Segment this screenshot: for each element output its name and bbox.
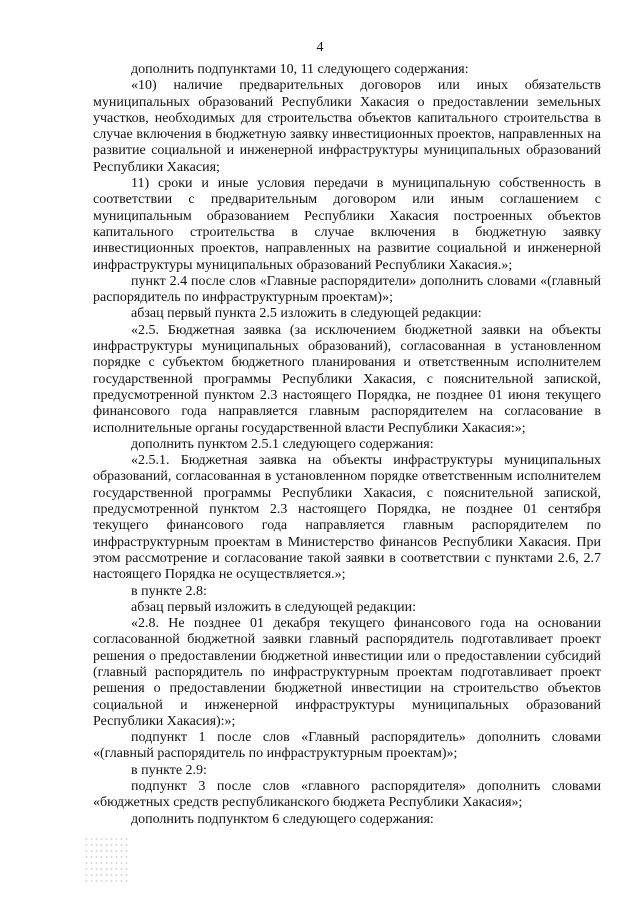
paragraph: дополнить пунктом 2.5.1 следующего содержания: <box>131 436 434 452</box>
paragraph: подпункт 3 после слов «главного распорядителя» дополнить словами «бюджетных средств республиканского бюджета Республики Хакасия»; <box>93 779 601 811</box>
scan-artifact <box>84 836 128 886</box>
page-number: 4 <box>316 40 324 55</box>
paragraph: «2.8. Не позднее 01 декабря текущего финансового года на основании согласованной бюджетной заявки главный распорядитель подготавливает проект решения о предоставлении бюджетной инвестиции или о предоставлении субсидий (главный распорядитель по инфраструктурным проектам подготавливает проект решения о предоставлении бюджетной инвестиции на строительство объектов социальной и инженерной инфраструктуры муниципальных образований Республики Хакасия):»; <box>93 616 601 729</box>
paragraph: «2.5. Бюджетная заявка (за исключением бюджетной заявки на объекты инфраструктуры муниципальных образований), согласованная в установленном порядке с субъектом бюджетного планирования и ответственным исполнителем государственной программы Республики Хакасия, с пояснительной запиской, предусмотренной пунктом 2.3 настоящего Порядка, не позднее 01 июня текущего финансового года направляется главным распорядителем на согласование в исполнительные органы государственной власти Республики Хакасия:»; <box>93 322 601 436</box>
paragraph: абзац первый пункта 2.5 изложить в следующей редакции: <box>131 306 482 322</box>
paragraph: «2.5.1. Бюджетная заявка на объекты инфраструктуры муниципальных образований, согласованная в установленном порядке ответственным исполнителем государственной программы Республики Хакасия, с пояснительной запиской, предусмотренной пунктом 2.3 настоящего Порядка, не позднее 01 сентября текущего финансового года направляется главным распорядителем по инфраструктурным проектам в Министерство финансов Республики Хакасия. При этом рассмотрение и согласование такой заявки в соответствии с пунктами 2.6, 2.7 настоящего Порядка не осуществляется.»; <box>93 453 601 583</box>
paragraph: дополнить подпунктом 6 следующего содержания: <box>131 811 434 827</box>
paragraph: пункт 2.4 после слов «Главные распорядители» дополнить словами «(главный распорядитель по инфраструктурным проектам)»; <box>93 273 601 306</box>
paragraph: в пункте 2.8: <box>131 583 207 599</box>
paragraph: в пункте 2.9: <box>131 762 207 778</box>
document-body <box>93 62 601 828</box>
paragraph: абзац первый изложить в следующей редакции: <box>131 599 417 615</box>
paragraph: 11) сроки и иные условия передачи в муниципальную собственность в соответствии с предварительным договором или иным соглашением с муниципальным образованием Республики Хакасия построенных объектов капитального строительства в случае включения в бюджетную заявку инвестиционных проектов, направленных на развитие социальной и инженерной инфраструктуры муниципальных образований Республики Хакасия.»; <box>93 176 601 273</box>
paragraph: дополнить подпунктами 10, 11 следующего содержания: <box>131 62 469 77</box>
paragraph: подпункт 1 после слов «Главный распорядитель» дополнить словами «(главный распорядитель по инфраструктурным проектам)»; <box>93 730 601 762</box>
paragraph: «10) наличие предварительных договоров или иных обязательств муниципальных образований Республики Хакасия о предоставлении земельных участков, необходимых для строительства объектов капитального строительства в случае включения в бюджетную заявку инвестиционных проектов, направленных на развитие социальной и инженерной инфраструктуры муниципальных образований Республики Хакасия; <box>93 78 601 175</box>
